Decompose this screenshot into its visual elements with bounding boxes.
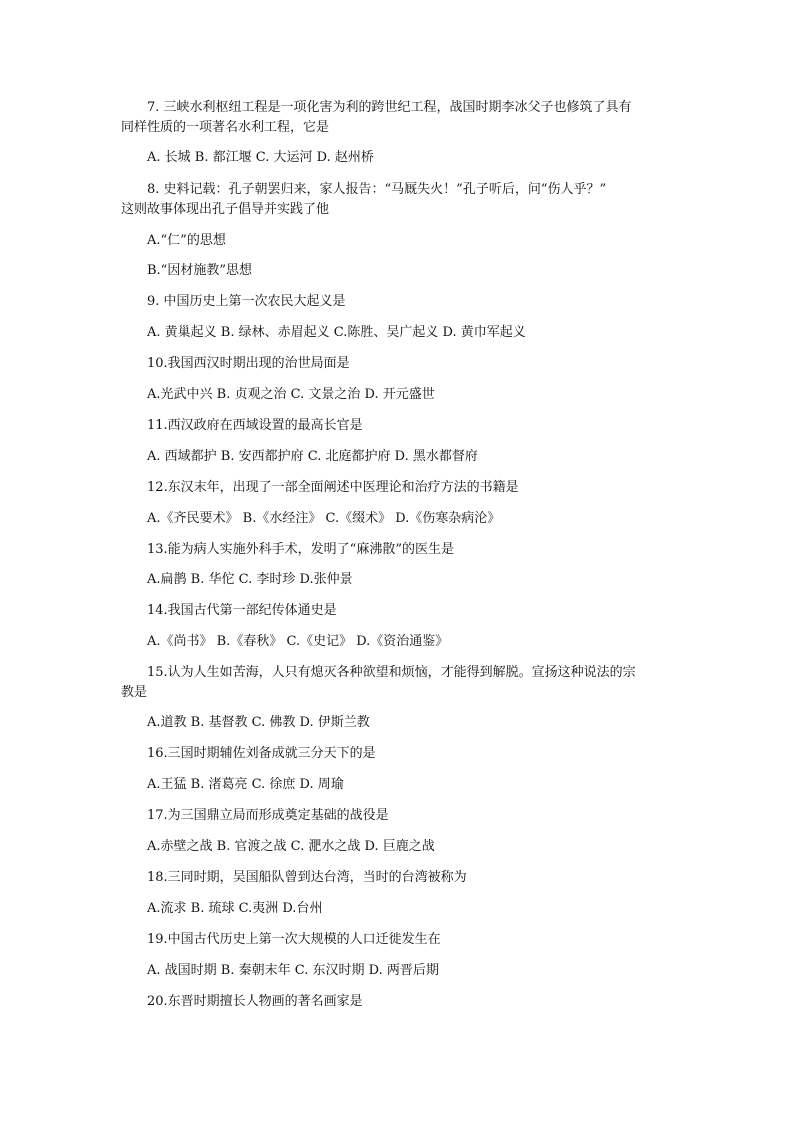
question-stem-line: 9. 中国历史上第一次农民大起义是	[147, 294, 346, 309]
question-stem-line: 17.为三国鼎立局而形成奠定基础的战役是	[147, 808, 389, 823]
question-options: A.《齐民要术》 B.《水经注》 C.《缀术》 D.《伤寒杂病沦》	[147, 511, 501, 526]
question-stem-line: 8. 史料记载：孔子朝罢归来，家人报告：“马厩失火！”孔子听后，问“伤人乎？”	[147, 182, 607, 197]
question-option: A.“仁”的思想	[147, 233, 226, 248]
question-stem-line: 11.西汉政府在西域设置的最高长官是	[147, 418, 363, 433]
question-stem-line: 教是	[121, 685, 148, 700]
question-stem-line: 16.三国时期辅佐刘备成就三分天下的是	[147, 746, 376, 761]
question-stem-line: 14.我国古代第一部纪传体通史是	[147, 603, 337, 618]
question-stem-line: 19.中国古代历史上第一次大规模的人口迁徙发生在	[147, 932, 441, 947]
question-options: A. 西域都护 B. 安西都护府 C. 北庭都护府 D. 黑水都督府	[147, 449, 478, 464]
question-stem-line: 10.我国西汉时期出现的治世局面是	[147, 356, 350, 371]
question-options: A.流求 B. 琉球 C.夷洲 D.台州	[147, 901, 323, 916]
question-stem-line: 7. 三峡水利枢纽工程是一项化害为利的跨世纪工程，战国时期李冰父子也修筑了具有	[147, 100, 632, 115]
question-stem-line: 13.能为病人实施外科手术，发明了“麻沸散”的医生是	[147, 542, 454, 557]
question-options: A.《尚书》 B.《春秋》 C.《史记》 D.《资治通鉴》	[147, 634, 449, 649]
question-stem-line: 15.认为人生如苦海，人只有熄灭各种欲望和烦恼，才能得到解脱。宣扬这种说法的宗	[147, 665, 636, 680]
question-stem-line: 20.东晋时期擅长人物画的著名画家是	[147, 994, 363, 1009]
question-options: A.道教 B. 基督教 C. 佛教 D. 伊斯兰教	[147, 715, 370, 730]
question-options: A.赤壁之战 B. 官渡之战 C. 淝水之战 D. 巨鹿之战	[147, 839, 435, 854]
question-options: A.王猛 B. 渚葛亮 C. 徐庶 D. 周瑜	[147, 777, 344, 792]
question-options: A.扁鹊 B. 华佗 C. 李时珍 D.张仲景	[147, 572, 353, 587]
question-options: A. 长城 B. 都江堰 C. 大运河 D. 赵州桥	[147, 150, 374, 165]
question-stem-line: 同样性质的一项著名水利工程，它是	[121, 120, 330, 135]
question-options: A. 黄巢起义 B. 绿林、赤眉起义 C.陈胜、吴广起义 D. 黄巾军起义	[147, 325, 526, 340]
question-stem-line: 18.三同时期，吴国船队曾到达台湾，当时的台湾被称为	[147, 870, 467, 885]
question-options: A. 战国时期 B. 秦朝末年 C. 东汉时期 D. 两晋后期	[147, 963, 439, 978]
question-options: A.光武中兴 B. 贞观之治 C. 文景之治 D. 开元盛世	[147, 387, 435, 402]
question-stem-line: 12.东汉末年，出现了一部全面阐述中医理论和治疗方法的书籍是	[147, 480, 519, 495]
question-stem-line: 这则故事体现出孔子倡导并实践了他	[121, 202, 330, 217]
question-option: B.“因材施教”思想	[147, 263, 252, 278]
